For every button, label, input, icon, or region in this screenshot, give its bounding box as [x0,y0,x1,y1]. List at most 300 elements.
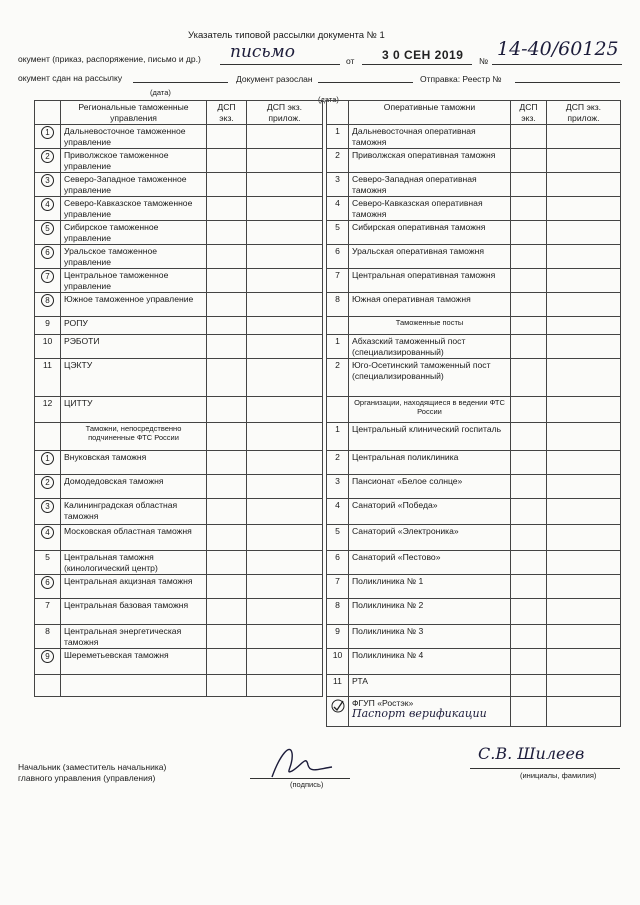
dsp-cell [207,599,247,625]
table-row [327,475,621,499]
dsp-app-cell [547,221,621,245]
circled-row-number: 9 [41,650,54,663]
dsp-cell [511,599,547,625]
table-row [35,359,323,397]
row-number-checkmark [327,697,349,727]
dsp-cell [207,197,247,221]
shipping-line [515,82,620,83]
dsp-app-cell [547,551,621,575]
row-name: Центральная акцизная таможня [61,575,207,599]
dsp-app-cell [547,197,621,221]
row-name: Дальневосточная оперативная таможня [349,125,511,149]
dsp-app-cell [547,173,621,197]
dsp-cell [511,499,547,525]
checkmark-icon [330,698,346,714]
row-number-text: 1 [335,336,340,346]
row-name: РОПУ [61,317,207,335]
dsp-app-cell [547,575,621,599]
empty-cell [247,675,323,697]
row-name: Поликлиника № 3 [349,625,511,649]
dsp-cell [511,245,547,269]
row-number [327,221,349,245]
last-org-handwritten: Паспорт верификации [352,706,487,720]
dsp-app-cell [247,649,323,675]
number-line [492,64,622,65]
row-name: Центральный клинический госпиталь [349,423,511,451]
row-name: РТА [349,675,511,697]
table-row [35,649,323,675]
date-line [362,64,472,65]
row-number [35,335,61,359]
empty-cell [207,675,247,697]
dsp-app-cell [547,317,621,335]
dsp-app-cell [547,397,621,423]
operative-customs-table [326,100,621,727]
number-handwritten: 14-40/60125 [497,38,619,60]
right-header-dsp: ДСП экз. [511,101,547,125]
row-number [35,359,61,397]
row-name: ЦИТТУ [61,397,207,423]
dsp-app-cell [247,599,323,625]
row-number [35,125,61,149]
row-name: Домодедовская таможня [61,475,207,499]
submitted-label: окумент сдан на рассылку [18,73,123,83]
sent-line [318,82,413,83]
dsp-app-cell [247,625,323,649]
dsp-app-cell [247,335,323,359]
empty-row [35,675,323,697]
dsp-cell [511,525,547,551]
table-row [35,525,323,551]
row-number-text: 7 [335,270,340,280]
signature-caption: (подпись) [290,780,324,789]
row-number-text: 8 [335,294,340,304]
row-number-text: 7 [45,600,50,610]
table-row [327,125,621,149]
dsp-cell [511,649,547,675]
table-row [35,245,323,269]
circled-row-number: 2 [41,150,54,163]
row-number [35,451,61,475]
row-number [35,499,61,525]
dsp-cell [207,335,247,359]
dsp-cell [511,197,547,221]
row-number [327,525,349,551]
dsp-cell [511,423,547,451]
section-header-row [327,397,621,423]
table-row [35,475,323,499]
row-name: Приволжское таможенное управление [61,149,207,173]
dsp-cell [511,317,547,335]
dsp-cell [207,317,247,335]
row-number-text: 1 [335,424,340,434]
name-line [470,768,620,769]
row-number-text: 8 [45,626,50,636]
dsp-cell [511,149,547,173]
row-number-text: 2 [335,150,340,160]
left-header-dsp: ДСП экз. [207,101,247,125]
signer-name-handwritten: С.В. Шилеев [478,744,585,763]
table-row [327,575,621,599]
dsp-cell [207,499,247,525]
table-row [327,173,621,197]
dsp-app-cell [247,149,323,173]
right-header-dsp-app: ДСП экз. прилож. [547,101,621,125]
circled-row-number: 1 [41,452,54,465]
dsp-app-cell [547,675,621,697]
signer-position-line2: главного управления (управления) [18,773,156,783]
row-name: Приволжская оперативная таможня [349,149,511,173]
row-number [35,551,61,575]
dsp-app-cell [247,551,323,575]
dsp-cell [207,551,247,575]
dsp-cell [511,293,547,317]
circled-row-number: 8 [41,294,54,307]
row-number [35,197,61,221]
row-number [327,269,349,293]
row-number [327,475,349,499]
row-name: Внуковская таможня [61,451,207,475]
document-title: Указатель типовой рассылки документа № 1 [188,30,385,41]
dsp-app-cell [547,269,621,293]
table-row [327,293,621,317]
right-header-number [327,101,349,125]
dsp-cell [207,245,247,269]
row-name: Центральная энергетическая таможня [61,625,207,649]
row-number-text: 10 [332,650,343,660]
row-number [327,423,349,451]
row-number [35,245,61,269]
document-type-line [220,64,340,65]
row-name: Сибирское таможенное управление [61,221,207,245]
table-row [35,125,323,149]
table-row [327,649,621,675]
posts-section-title: Таможенные посты [349,317,511,335]
dsp-cell [207,293,247,317]
row-name: Северо-Кавказская оперативная таможня [349,197,511,221]
circled-row-number: 7 [41,270,54,283]
dsp-app-cell [247,525,323,551]
row-number-text: 3 [335,476,340,486]
section-title: Таможни, непосредственно подчиненные ФТС России [61,423,207,451]
row-number-text: 9 [335,626,340,636]
row-name: Южное таможенное управление [61,293,207,317]
dsp-cell [511,125,547,149]
circled-row-number: 3 [41,174,54,187]
row-number-text: 8 [335,600,340,610]
dsp-app-cell [547,499,621,525]
dsp-app-cell [247,475,323,499]
dsp-app-cell [547,245,621,269]
row-number [327,451,349,475]
row-number-text: 6 [335,246,340,256]
row-number-text: 12 [42,398,53,408]
row-name: Центральная поликлиника [349,451,511,475]
dsp-cell [511,575,547,599]
name-caption: (инициалы, фамилия) [520,771,597,780]
dsp-cell [207,423,247,451]
circled-row-number: 1 [41,126,54,139]
dsp-cell [207,525,247,551]
dsp-app-cell [247,397,323,423]
row-name: Дальневосточное таможенное управление [61,125,207,149]
row-name: Южная оперативная таможня [349,293,511,317]
circled-row-number: 2 [41,476,54,489]
left-table-header [35,101,323,125]
section-number-cell [35,423,61,451]
dsp-app-cell [547,649,621,675]
row-name: Поликлиника № 4 [349,649,511,675]
dsp-cell [207,397,247,423]
dsp-cell [511,451,547,475]
from-label: от [346,56,355,66]
row-number [327,335,349,359]
dsp-app-cell [247,423,323,451]
row-name: Санаторий «Пестово» [349,551,511,575]
row-number [35,149,61,173]
table-row [35,397,323,423]
number-label: № [479,56,489,66]
row-number-text: 4 [335,198,340,208]
table-row [327,359,621,397]
row-number [35,475,61,499]
row-number [327,551,349,575]
dsp-cell [207,125,247,149]
row-name: Абхазский таможенный пост (специализированный) [349,335,511,359]
row-name: ЦЭКТУ [61,359,207,397]
dsp-cell [511,551,547,575]
table-row [35,173,323,197]
dsp-app-cell [247,269,323,293]
row-number-text: 2 [335,452,340,462]
date-stamp: 3 0 СЕН 2019 [382,48,464,62]
row-number [35,317,61,335]
dsp-app-cell [547,335,621,359]
dsp-app-cell [547,599,621,625]
row-name: Санаторий «Победа» [349,499,511,525]
circled-row-number: 4 [41,526,54,539]
row-name: Поликлиника № 1 [349,575,511,599]
row-number-text: 5 [45,552,50,562]
row-number-text: 5 [335,222,340,232]
circled-row-number: 6 [41,246,54,259]
row-number-text: 4 [335,500,340,510]
table-row [35,335,323,359]
dsp-cell [207,269,247,293]
row-number-text: 5 [335,526,340,536]
dsp-app-cell [547,149,621,173]
dsp-cell [511,475,547,499]
dsp-cell [511,697,547,727]
circled-row-number: 5 [41,222,54,235]
row-name: РЭБОТИ [61,335,207,359]
dsp-cell [511,335,547,359]
table-row [35,149,323,173]
row-number-text: 1 [335,126,340,136]
table-row [35,451,323,475]
regional-customs-table [34,100,323,697]
table-row [327,625,621,649]
table-row [35,575,323,599]
dsp-cell [207,221,247,245]
row-number [327,125,349,149]
dsp-cell [207,359,247,397]
row-name: Сибирская оперативная таможня [349,221,511,245]
dsp-cell [511,625,547,649]
row-name: Калининградская областная таможня [61,499,207,525]
dsp-app-cell [547,423,621,451]
dsp-app-cell [547,359,621,397]
table-row [327,697,621,727]
row-number-text: 10 [42,336,53,346]
orgs-section-title: Организации, находящиеся в ведении ФТС России [349,397,511,423]
empty-cell [35,675,61,697]
table-row [35,599,323,625]
row-number [327,575,349,599]
dsp-cell [511,173,547,197]
table-row [327,335,621,359]
dsp-app-cell [247,245,323,269]
dsp-app-cell [247,125,323,149]
dsp-app-cell [547,451,621,475]
table-row [327,551,621,575]
dsp-cell [207,575,247,599]
section-number-cell [327,397,349,423]
section-header-row [35,423,323,451]
dsp-app-cell [547,697,621,727]
dsp-app-cell [247,499,323,525]
left-header-dsp-app: ДСП экз. прилож. [247,101,323,125]
table-row [327,499,621,525]
dsp-cell [207,149,247,173]
row-number [35,575,61,599]
row-number [327,197,349,221]
sent-label: Документ разослан [236,74,313,84]
dsp-app-cell [547,475,621,499]
shipping-label: Отправка: Реестр № [420,74,502,84]
row-name: Уральская оперативная таможня [349,245,511,269]
dsp-cell [511,359,547,397]
right-header-name: Оперативные таможни [349,101,511,125]
table-row [327,269,621,293]
dsp-app-cell [247,317,323,335]
dsp-app-cell [247,293,323,317]
section-header-row [327,317,621,335]
dsp-app-cell [247,197,323,221]
row-number [35,525,61,551]
table-row [327,197,621,221]
dsp-cell [207,625,247,649]
table-row [327,599,621,625]
row-number [327,675,349,697]
table-row [327,451,621,475]
row-number [35,221,61,245]
dsp-cell [207,451,247,475]
signature-scribble [262,735,342,785]
row-number [327,499,349,525]
left-header-number [35,101,61,125]
row-name: Московская областная таможня [61,525,207,551]
table-row [327,525,621,551]
submitted-line [133,82,228,83]
dsp-cell [207,475,247,499]
signer-position [18,762,166,784]
signer-position-line1: Начальник (заместитель начальника) [18,762,167,772]
row-name: Центральная таможня (кинологический центр) [61,551,207,575]
date-caption-left: (дата) [150,88,171,97]
row-number-text: 7 [335,576,340,586]
row-number [327,359,349,397]
dsp-cell [511,397,547,423]
row-number [327,245,349,269]
table-row [35,293,323,317]
dsp-cell [511,675,547,697]
date-caption-mid: (дата) [318,95,339,104]
table-row [327,149,621,173]
empty-cell [61,675,207,697]
table-row [35,551,323,575]
row-number-text: 6 [335,552,340,562]
dsp-app-cell [247,575,323,599]
row-number-text: 9 [45,318,50,328]
table-row [35,197,323,221]
row-name: Пансионат «Белое солнце» [349,475,511,499]
dsp-app-cell [247,451,323,475]
row-name: Шереметьевская таможня [61,649,207,675]
row-number [35,649,61,675]
row-number [35,173,61,197]
dsp-app-cell [547,625,621,649]
document-type-label: окумент (приказ, распоряжение, письмо и др.) [18,54,201,64]
row-name: Северо-Западное таможенное управление [61,173,207,197]
row-name: Северо-Западная оперативная таможня [349,173,511,197]
row-number-text: 11 [333,676,342,686]
dsp-app-cell [547,293,621,317]
row-name: Поликлиника № 2 [349,599,511,625]
dsp-app-cell [547,525,621,551]
dsp-cell [511,269,547,293]
table-row [327,423,621,451]
row-number [35,625,61,649]
dsp-cell [511,221,547,245]
dsp-app-cell [247,173,323,197]
table-row [35,269,323,293]
table-row [35,499,323,525]
row-name: Центральное таможенное управление [61,269,207,293]
row-number [35,293,61,317]
circled-row-number: 4 [41,198,54,211]
row-name: Юго-Осетинский таможенный пост (специализированный) [349,359,511,397]
document-type-handwritten: письмо [230,42,296,62]
table-row [327,221,621,245]
row-number [35,397,61,423]
row-number [327,293,349,317]
row-number-text: 3 [335,174,340,184]
dsp-app-cell [247,359,323,397]
right-table-header [327,101,621,125]
section-number-cell [327,317,349,335]
row-number [327,649,349,675]
left-header-name: Региональные таможенные управления [61,101,207,125]
row-name: Северо-Кавказское таможенное управление [61,197,207,221]
row-number-text: 11 [43,360,52,370]
row-name: Уральское таможенное управление [61,245,207,269]
row-name: Санаторий «Электроника» [349,525,511,551]
row-number [327,173,349,197]
dsp-cell [207,173,247,197]
table-row [327,245,621,269]
row-number-text: 2 [335,360,340,370]
